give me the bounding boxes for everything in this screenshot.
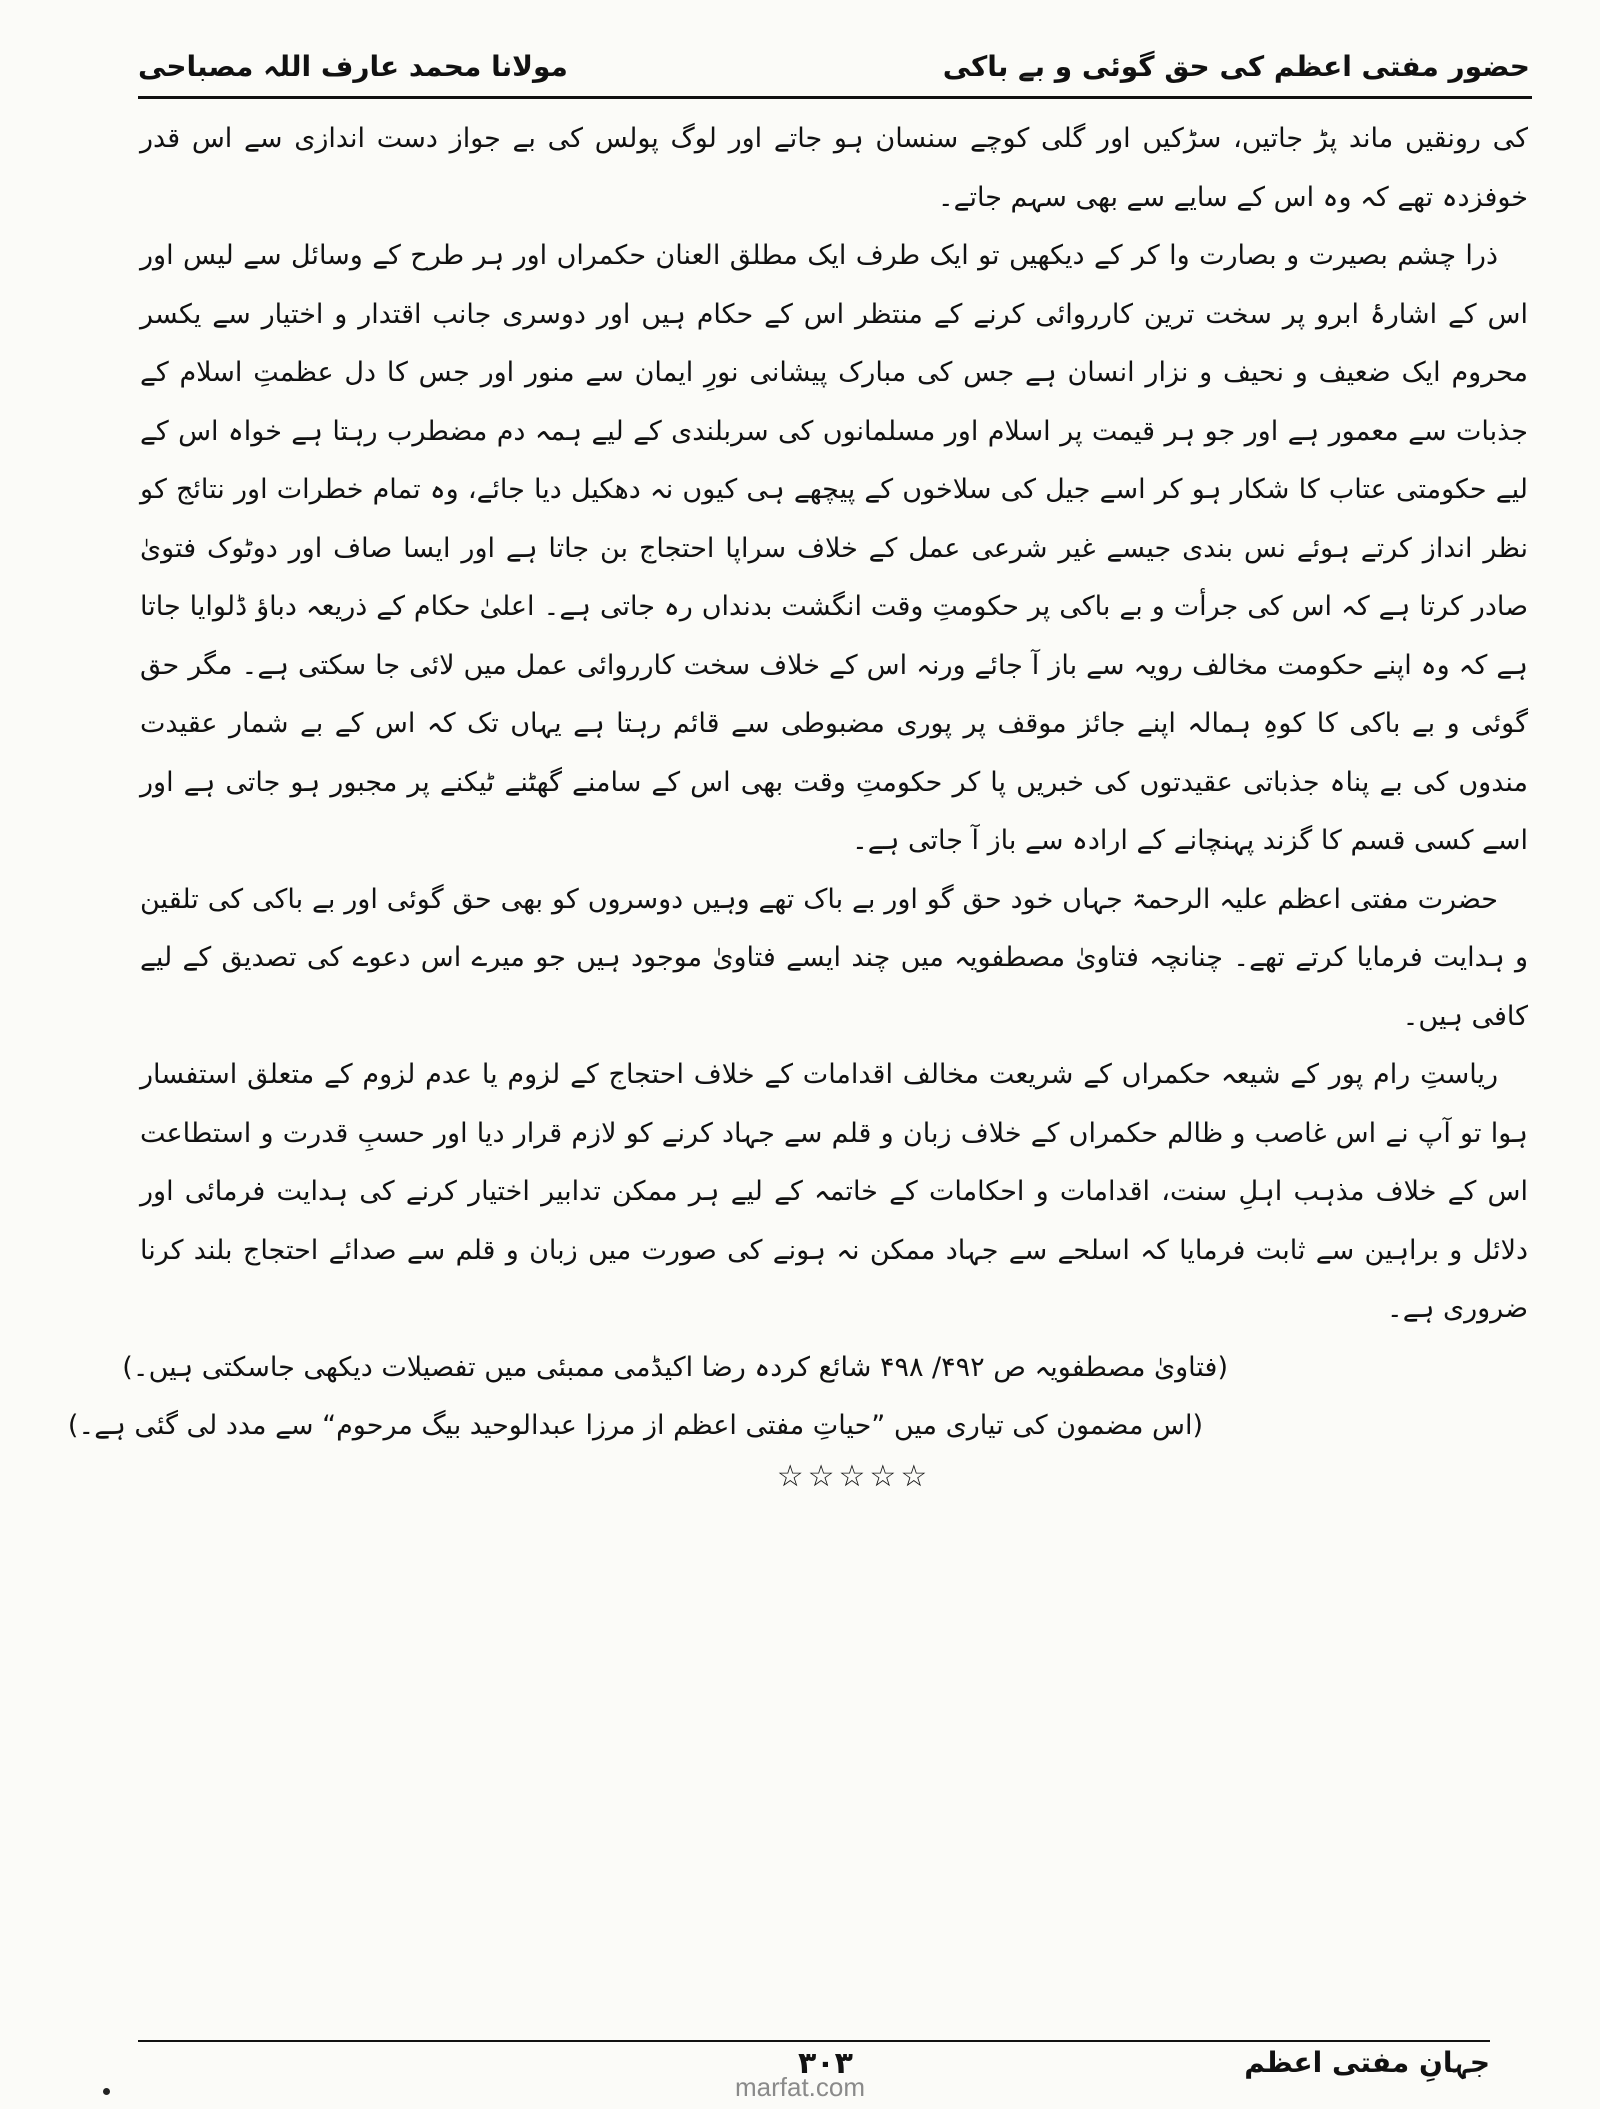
footer-rule [138, 2040, 1490, 2042]
paragraph: کی رونقیں ماند پڑ جاتیں، سڑکیں اور گلی کوچے سنسان ہو جاتے اور لوگ پولس کی بے جواز دست اندازی سے اس قدر خوفزدہ تھے کہ وہ اس کے سایے سے بھی سہم جاتے۔ [140, 123, 1528, 213]
running-header [138, 48, 1530, 98]
paragraph: ریاستِ رام پور کے شیعہ حکمراں کے شریعت مخالف اقدامات کے خلاف احتجاج کے لزوم یا عدم لزوم کے متعلق استفسار ہوا تو آپ نے اس غاصب و ظالم حکمراں کے خلاف زبان و قلم سے جہاد کرنے کو لازم قرار دیا اور حسبِ قدرت و استطاعت اس کے خلاف مذہب اہلِ سنت، اقدامات و احکامات کے خاتمہ کے لیے ہر ممکن تدابیر اختیار کرنے کی ہدایت فرمائی اور دلائل و براہین سے ثابت فرمایا کہ اسلحے سے جہاد ممکن نہ ہونے کی صورت میں زبان و قلم سے صدائے احتجاج بلند کرنا ضروری ہے۔ [140, 1059, 1528, 1324]
page-number: ۳۰۳ [798, 2046, 853, 2081]
paragraph: ذرا چشم بصیرت و بصارت وا کر کے دیکھیں تو ایک طرف ایک مطلق العنان حکمراں اور ہر طرح کے وسائل سے لیس اور اس کے اشارۂ ابرو پر سخت ترین کارروائی کرنے کے منتظر اس کے حکام ہیں اور دوسری جانب اقتدار و اختیار سے یکسر محروم ایک ضعیف و نحیف و نزار انسان ہے جس کی مبارک پیشانی نورِ ایمان سے منور اور جس کا دل عظمتِ اسلام کے جذبات سے معمور ہے اور جو ہر قیمت پر اسلام اور مسلمانوں کی سربلندی کے لیے ہمہ دم مضطرب رہتا ہے خواہ اس کے لیے حکومتی عتاب کا شکار ہو کر اسے جیل کی سلاخوں کے پیچھے ہی کیوں نہ دھکیل دیا جائے، وہ تمام خطرات اور نتائج کو نظر انداز کرتے ہوئے نس بندی جیسے غیر شرعی عمل کے خلاف سراپا احتجاج بن جاتا ہے اور ایسا صاف اور دوٹوک فتویٰ صادر کرتا ہے کہ اس کی جرأت و بے باکی پر حکومتِ وقت انگشت بدنداں رہ جاتی ہے۔ اعلیٰ حکام کے ذریعہ دباؤ ڈلوایا جاتا ہے کہ وہ اپنے حکومت مخالف رویہ سے باز آ جائے ورنہ اس کے خلاف سخت کارروائی عمل میں لائی جا سکتی ہے۔ مگر حق گوئی و بے باکی کا کوہِ ہمالہ اپنے جائز موقف پر پوری مضبوطی سے قائم رہتا ہے یہاں تک کہ اس کے بے شمار عقیدت مندوں کی بے پناہ جذباتی عقیدتوں کی خبریں پا کر حکومتِ وقت بھی اس کے سامنے گھٹنے ٹیکنے پر مجبور ہو جاتی ہے اور اسے کسی قسم کا گزند پہنچانے کے ارادہ سے باز آ جاتی ہے۔ [140, 240, 1528, 856]
reference-note: (فتاویٰ مصطفویہ ص ۴۹۲/ ۴۹۸ شائع کردہ رضا اکیڈمی ممبئی میں تفصیلات دیکھی جاسکتی ہیں۔) [122, 1351, 1228, 1383]
paragraph: حضرت مفتی اعظم علیہ الرحمۃ جہاں خود حق گو اور بے باک تھے وہیں دوسروں کو بھی حق گوئی اور بے باکی کی تلقین و ہدایت فرمایا کرتے تھے۔ چنانچہ فتاویٰ مصطفویہ میں چند ایسے فتاویٰ موجود ہیں جو میرے اس دعوے کی تصدیق کے لیے کافی ہیں۔ [140, 883, 1528, 1032]
header-author: مولانا محمد عارف اللہ مصباحی [138, 50, 568, 83]
header-title: حضور مفتی اعظم کی حق گوئی و بے باکی [942, 50, 1530, 83]
section-end-stars: ☆☆☆☆☆ [776, 1458, 932, 1494]
watermark: marfat.com [734, 2072, 866, 2102]
header-rule [138, 96, 1532, 99]
acknowledgement-note: (اس مضمون کی تیاری میں ”حیاتِ مفتی اعظم از مرزا عبدالوحید بیگ مرحوم“ سے مدد لی گئی ہے۔) [67, 1409, 1203, 1441]
footer-book-title: جہانِ مفتی اعظم [1244, 2046, 1490, 2079]
article-body [67, 110, 1528, 1494]
